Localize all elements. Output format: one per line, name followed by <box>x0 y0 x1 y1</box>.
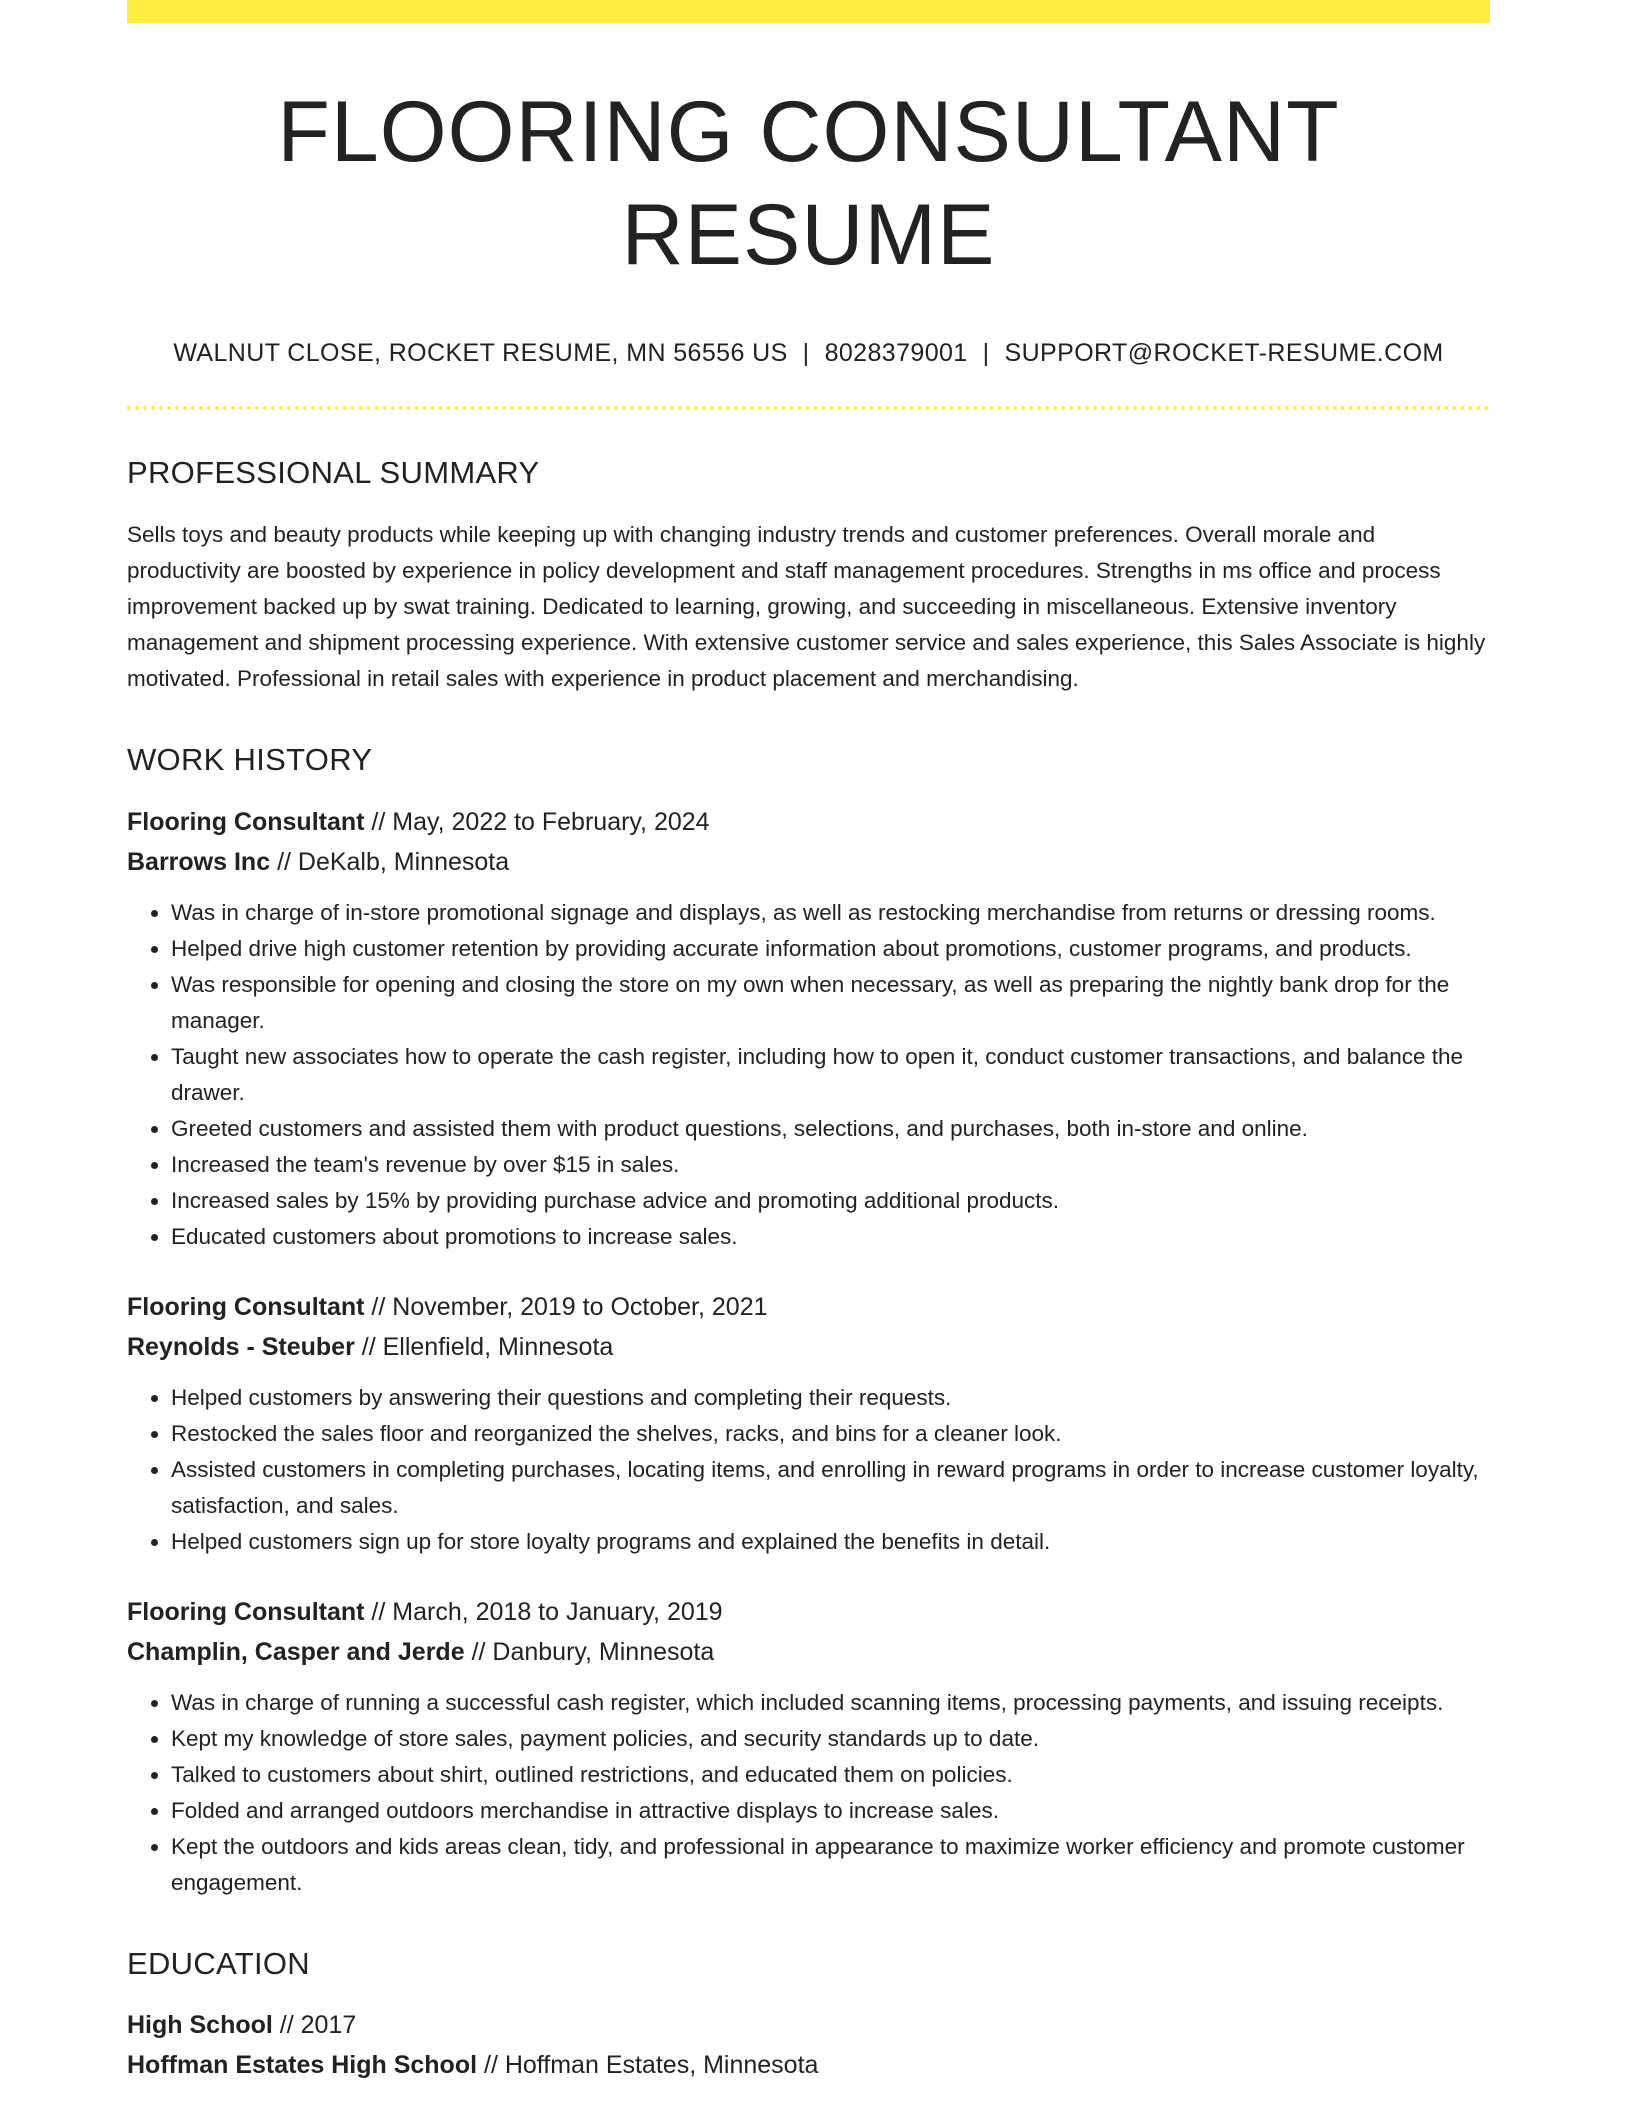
contact-separator: | <box>802 339 810 368</box>
job-bullet: • Greeted customers and assisted them with product questions, selections, and purchases, both in-store and online. <box>171 1111 1490 1147</box>
job-bullet: • Educated customers about promotions to increase sales. <box>171 1219 1490 1255</box>
job-company-line <box>127 1327 1490 1367</box>
job-company: Reynolds - Steuber <box>127 1332 355 1361</box>
job-title: Flooring Consultant <box>127 807 365 836</box>
job-company: Barrows Inc <box>127 847 271 876</box>
job-dates: // May, 2022 to February, 2024 <box>371 807 710 836</box>
job-entry <box>127 1287 1490 1560</box>
job-bullets <box>127 1380 1490 1560</box>
job-company: Champlin, Casper and Jerde <box>127 1637 465 1666</box>
education-school: Hoffman Estates High School <box>127 2050 478 2079</box>
job-entry <box>127 1592 1490 1901</box>
job-bullet: • Folded and arranged outdoors merchandise in attractive displays to increase sales. <box>171 1793 1490 1829</box>
job-title: Flooring Consultant <box>127 1597 365 1626</box>
job-bullet: • Restocked the sales floor and reorganized the shelves, racks, and bins for a cleaner look. <box>171 1416 1490 1452</box>
job-bullet: • Increased sales by 15% by providing purchase advice and promoting additional products. <box>171 1183 1490 1219</box>
job-title: Flooring Consultant <box>127 1292 365 1321</box>
job-bullet: • Talked to customers about shirt, outlined restrictions, and educated them on policies. <box>171 1757 1490 1793</box>
work-history-heading: WORK HISTORY <box>127 741 373 777</box>
job-location: // DeKalb, Minnesota <box>277 847 510 876</box>
job-dates: // March, 2018 to January, 2019 <box>371 1597 723 1626</box>
contact-address: WALNUT CLOSE, ROCKET RESUME, MN 56556 US <box>173 339 788 368</box>
job-bullet: • Taught new associates how to operate the cash register, including how to open it, conduct customer transactions, and balance the drawer. <box>171 1039 1490 1111</box>
contact-phone: 8028379001 <box>824 339 968 368</box>
contact-info <box>127 338 1490 368</box>
education-degree-line <box>127 2005 1490 2045</box>
job-bullet: • Kept my knowledge of store sales, payment policies, and security standards up to date. <box>171 1721 1490 1757</box>
job-dates: // November, 2019 to October, 2021 <box>371 1292 768 1321</box>
job-entry <box>127 802 1490 1255</box>
job-bullet: • Increased the team's revenue by over $15 in sales. <box>171 1147 1490 1183</box>
dotted-divider <box>127 406 1490 410</box>
contact-separator: | <box>982 339 990 368</box>
summary-text: Sells toys and beauty products while keeping up with changing industry trends and customer preferences. Overall morale and productivity are boosted by experience in policy development and staff management procedures. Strengths in ms office and process improvement backed up by swat training. Dedicated to learning, growing, and succeeding in miscellaneous. Extensive inventory management and shipment processing experience. With extensive customer service and sales experience, this Sales Associate is highly motivated. Professional in retail sales with experience in product placement and merchandising. <box>127 521 1486 691</box>
education-degree: High School <box>127 2010 273 2039</box>
job-bullets <box>127 1685 1490 1901</box>
accent-top-bar <box>127 0 1490 23</box>
education-location: // Hoffman Estates, Minnesota <box>484 2050 819 2079</box>
resume-content <box>127 23 1490 2085</box>
job-bullets <box>127 895 1490 1255</box>
job-title-line <box>127 1287 1490 1327</box>
job-title-line <box>127 1592 1490 1632</box>
job-bullet: • Was in charge of in-store promotional signage and displays, as well as restocking merchandise from returns or dressing rooms. <box>171 895 1490 931</box>
job-bullet: • Was in charge of running a successful cash register, which included scanning items, processing payments, and issuing receipts. <box>171 1685 1490 1721</box>
education-year: // 2017 <box>279 2010 357 2039</box>
job-bullet: • Helped customers by answering their questions and completing their requests. <box>171 1380 1490 1416</box>
job-company-line <box>127 842 1490 882</box>
resume-title: FLOORING CONSULTANT RESUME <box>277 84 1340 284</box>
job-location: // Ellenfield, Minnesota <box>361 1332 614 1361</box>
job-bullet: • Assisted customers in completing purchases, locating items, and enrolling in reward programs in order to increase customer loyalty, satisfaction, and sales. <box>171 1452 1490 1524</box>
contact-email: SUPPORT@ROCKET-RESUME.COM <box>1004 339 1444 368</box>
summary-heading: PROFESSIONAL SUMMARY <box>127 455 540 491</box>
job-bullet: • Kept the outdoors and kids areas clean, tidy, and professional in appearance to maximize worker efficiency and promote customer engagement. <box>171 1829 1490 1901</box>
education-heading: EDUCATION <box>127 1945 310 1981</box>
job-bullet: • Helped drive high customer retention by providing accurate information about promotions, customer programs, and products. <box>171 931 1490 967</box>
job-title-line <box>127 802 1490 842</box>
job-location: // Danbury, Minnesota <box>471 1637 715 1666</box>
job-bullet: • Was responsible for opening and closing the store on my own when necessary, as well as preparing the nightly bank drop for the manager. <box>171 967 1490 1039</box>
education-school-line <box>127 2045 1490 2085</box>
job-company-line <box>127 1632 1490 1672</box>
job-bullet: • Helped customers sign up for store loyalty programs and explained the benefits in detail. <box>171 1524 1490 1560</box>
